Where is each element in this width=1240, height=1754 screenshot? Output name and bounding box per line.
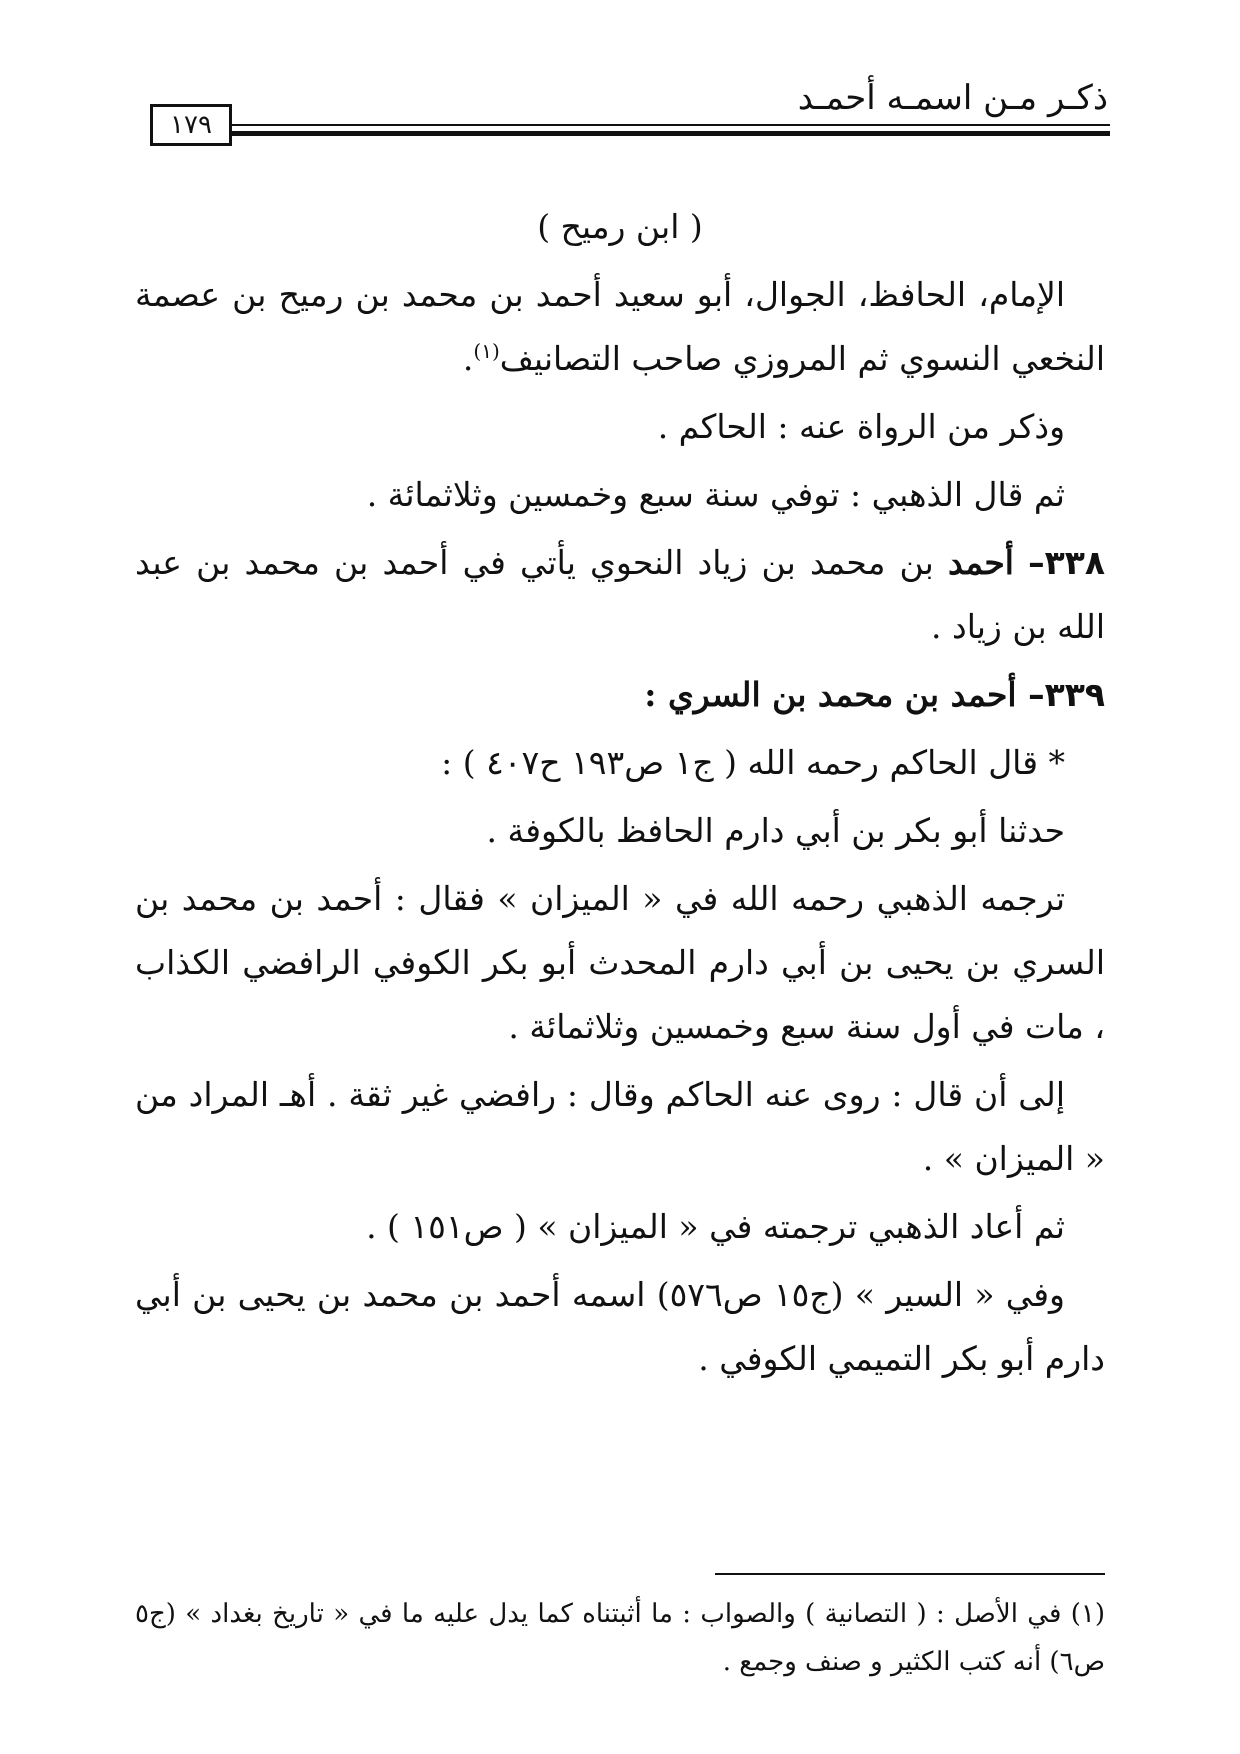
paragraph-mizan-repeat: ثم أعاد الذهبي ترجمته في « الميزان » ( ص١٥١ ) . [366, 1207, 1065, 1246]
section-heading: ( ابن رميح ) [537, 207, 703, 246]
paragraph-dhahabi-mizan: ترجمه الذهبي رحمه الله في « الميزان » فقال : أحمد بن محمد بن السري بن يحيى بن أبي دارم المحدث أبو بكر الكوفي الرافضي الكذاب ، مات في أول سنة سبع وخمسين وثلاثمائة . [135, 879, 1105, 1046]
entry-339 [135, 663, 1105, 727]
paragraph-end: . [462, 339, 474, 378]
entry-text: بن محمد بن زياد النحوي يأتي في أحمد بن محمد بن عبد الله بن زياد . [135, 543, 1105, 646]
entry-number: ٣٣٨– [1028, 543, 1105, 582]
entry-338 [135, 531, 1105, 659]
footnote-1: (١) في الأصل : ( التصانية ) والصواب : ما أثبتناه كما يدل عليه ما في « تاريخ بغداد » (ج٥ ص٦) أنه كتب الكثير و صنف وجمع . [135, 1599, 1105, 1677]
running-title: ذكـر مـن اسمـه أحمـد [797, 78, 1108, 118]
footnote-reference: (١) [473, 339, 500, 363]
entry-name: أحمد [947, 543, 1014, 582]
paragraph-hakim-citation: * قال الحاكم رحمه الله ( ج١ ص١٩٣ ح٤٠٧ ) : [441, 743, 1065, 782]
header-rule-thin [232, 124, 1110, 126]
entry-number: ٣٣٩– [1028, 675, 1105, 714]
paragraph-siyar: وفي « السير » (ج١٥ ص٥٧٦) اسمه أحمد بن محمد بن يحيى بن أبي دارم أبو بكر التميمي الكوفي . [135, 1275, 1105, 1378]
header-rule-thick [232, 131, 1110, 136]
paragraph-death-year: ثم قال الذهبي : توفي سنة سبع وخمسين وثلاثمائة . [366, 475, 1065, 514]
entry-heading: أحمد بن محمد بن السري : [644, 675, 1017, 714]
footnote-separator [715, 1573, 1105, 1575]
paragraph-isnad: حدثنا أبو بكر بن أبي دارم الحافظ بالكوفة . [486, 811, 1065, 850]
paragraph-ibn-rumayh [135, 263, 1105, 391]
paragraph-hakim-said: إلى أن قال : روى عنه الحاكم وقال : رافضي غير ثقة . أهـ المراد من « الميزان » . [135, 1075, 1105, 1178]
paragraph-narrators: وذكر من الرواة عنه : الحاكم . [657, 407, 1065, 446]
paragraph-text: الإمام، الحافظ، الجوال، أبو سعيد أحمد بن محمد بن رميح بن عصمة النخعي النسوي ثم المروزي صاحب التصانيف [135, 275, 1105, 378]
footnotes [135, 1590, 1105, 1686]
page-number: ١٧٩ [150, 104, 232, 146]
main-text [135, 195, 1105, 1395]
